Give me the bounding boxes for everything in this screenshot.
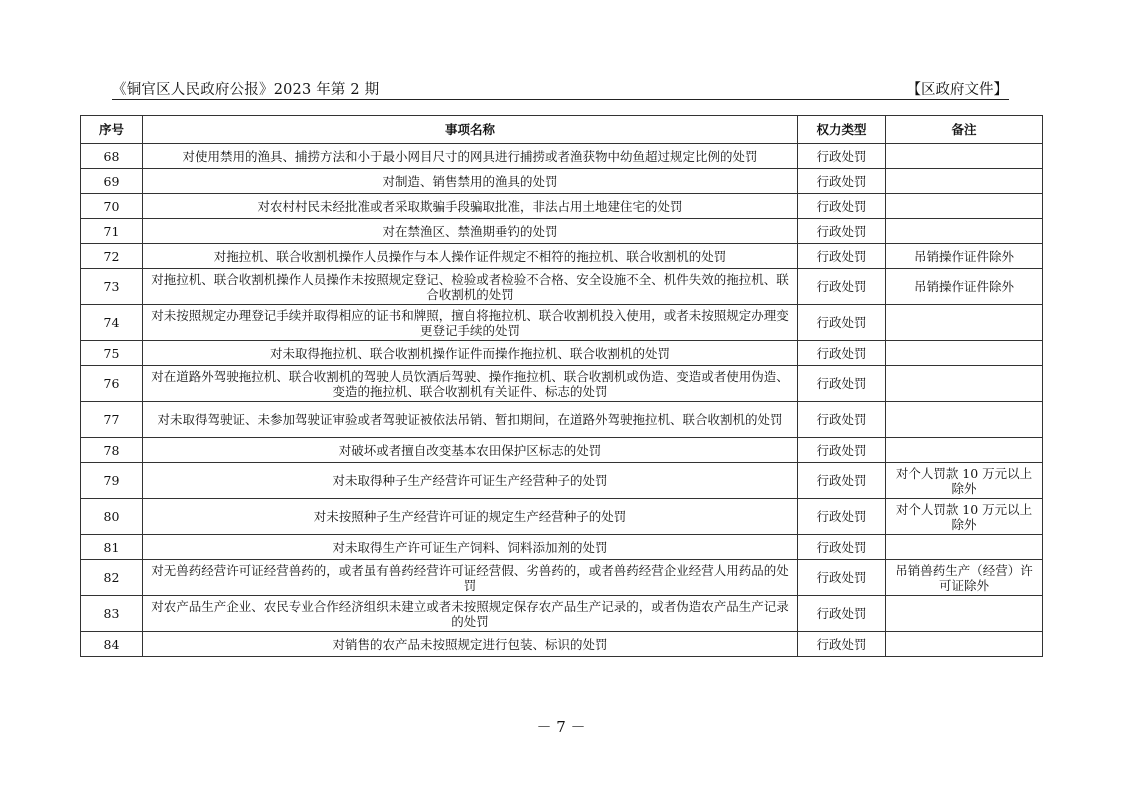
- row-number: 81: [81, 535, 143, 560]
- item-name: 对在道路外驾驶拖拉机、联合收割机的驾驶人员饮酒后驾驶、操作拖拉机、联合收割机或伪造、变造或者使用伪造、变造的拖拉机、联合收割机有关证件、标志的处罚: [143, 366, 798, 402]
- power-type: 行政处罚: [798, 269, 886, 305]
- item-name: 对破坏或者擅自改变基本农田保护区标志的处罚: [143, 438, 798, 463]
- item-name: 对销售的农产品未按照规定进行包装、标识的处罚: [143, 632, 798, 657]
- table-row: [81, 194, 1043, 219]
- table-row: [81, 169, 1043, 194]
- row-number: 71: [81, 219, 143, 244]
- item-name: 对拖拉机、联合收割机操作人员操作与本人操作证件规定不相符的拖拉机、联合收割机的处罚: [143, 244, 798, 269]
- note: [886, 402, 1043, 438]
- power-type: 行政处罚: [798, 463, 886, 499]
- note: [886, 596, 1043, 632]
- row-number: 78: [81, 438, 143, 463]
- note: [886, 341, 1043, 366]
- table-row: [81, 402, 1043, 438]
- power-type: 行政处罚: [798, 499, 886, 535]
- table-row: [81, 219, 1043, 244]
- table-row: [81, 596, 1043, 632]
- note: [886, 194, 1043, 219]
- item-name: 对拖拉机、联合收割机操作人员操作未按照规定登记、检验或者检验不合格、安全设施不全、机件失效的拖拉机、联合收割机的处罚: [143, 269, 798, 305]
- item-name: 对使用禁用的渔具、捕捞方法和小于最小网目尺寸的网具进行捕捞或者渔获物中幼鱼超过规定比例的处罚: [143, 144, 798, 169]
- table-row: [81, 305, 1043, 341]
- note: [886, 219, 1043, 244]
- power-type: 行政处罚: [798, 219, 886, 244]
- power-type: 行政处罚: [798, 144, 886, 169]
- table-row: [81, 438, 1043, 463]
- power-type: 行政处罚: [798, 438, 886, 463]
- column-header-type: 权力类型: [798, 116, 886, 144]
- row-number: 74: [81, 305, 143, 341]
- column-header-name: 事项名称: [143, 116, 798, 144]
- section-header: 【区政府文件】: [906, 82, 1008, 98]
- table-row: [81, 463, 1043, 499]
- note: 吊销操作证件除外: [886, 269, 1043, 305]
- table-row: [81, 632, 1043, 657]
- item-name: 对在禁渔区、禁渔期垂钓的处罚: [143, 219, 798, 244]
- item-name: 对农产品生产企业、农民专业合作经济组织未建立或者未按照规定保存农产品生产记录的，或者伪造农产品生产记录的处罚: [143, 596, 798, 632]
- row-number: 82: [81, 560, 143, 596]
- item-name: 对未取得生产许可证生产饲料、饲料添加剂的处罚: [143, 535, 798, 560]
- note: [886, 632, 1043, 657]
- note: 吊销操作证件除外: [886, 244, 1043, 269]
- power-type: 行政处罚: [798, 244, 886, 269]
- power-type: 行政处罚: [798, 305, 886, 341]
- row-number: 69: [81, 169, 143, 194]
- row-number: 75: [81, 341, 143, 366]
- row-number: 73: [81, 269, 143, 305]
- note: [886, 438, 1043, 463]
- power-type: 行政处罚: [798, 194, 886, 219]
- table-row: [81, 366, 1043, 402]
- power-type: 行政处罚: [798, 341, 886, 366]
- note: [886, 305, 1043, 341]
- table-row: [81, 499, 1043, 535]
- power-type: 行政处罚: [798, 560, 886, 596]
- row-number: 79: [81, 463, 143, 499]
- power-type: 行政处罚: [798, 535, 886, 560]
- publication-header: 《铜官区人民政府公报》2023 年第 2 期: [112, 82, 380, 98]
- power-type: 行政处罚: [798, 596, 886, 632]
- note: [886, 535, 1043, 560]
- row-number: 84: [81, 632, 143, 657]
- row-number: 77: [81, 402, 143, 438]
- header-rule: [112, 99, 1009, 100]
- row-number: 68: [81, 144, 143, 169]
- item-name: 对未按照规定办理登记手续并取得相应的证书和牌照，擅自将拖拉机、联合收割机投入使用，或者未按照规定办理变更登记手续的处罚: [143, 305, 798, 341]
- note: 对个人罚款 10 万元以上除外: [886, 499, 1043, 535]
- table-row: [81, 535, 1043, 560]
- power-type: 行政处罚: [798, 402, 886, 438]
- table-row: [81, 244, 1043, 269]
- row-number: 83: [81, 596, 143, 632]
- page-number: － 7 －: [536, 718, 586, 736]
- item-name: 对未取得种子生产经营许可证生产经营种子的处罚: [143, 463, 798, 499]
- row-number: 80: [81, 499, 143, 535]
- table-row: [81, 269, 1043, 305]
- column-header-note: 备注: [886, 116, 1043, 144]
- table-row: [81, 144, 1043, 169]
- item-name: 对未按照种子生产经营许可证的规定生产经营种子的处罚: [143, 499, 798, 535]
- row-number: 72: [81, 244, 143, 269]
- power-type: 行政处罚: [798, 169, 886, 194]
- item-name: 对未取得拖拉机、联合收割机操作证件而操作拖拉机、联合收割机的处罚: [143, 341, 798, 366]
- item-name: 对农村村民未经批准或者采取欺骗手段骗取批准，非法占用土地建住宅的处罚: [143, 194, 798, 219]
- note: [886, 144, 1043, 169]
- power-list-table: [80, 115, 1043, 657]
- note: [886, 169, 1043, 194]
- table-row: [81, 560, 1043, 596]
- table-row: [81, 341, 1043, 366]
- column-header-no: 序号: [81, 116, 143, 144]
- note: 吊销兽药生产（经营）许可证除外: [886, 560, 1043, 596]
- table-header-row: [81, 116, 1043, 144]
- power-type: 行政处罚: [798, 366, 886, 402]
- note: 对个人罚款 10 万元以上除外: [886, 463, 1043, 499]
- item-name: 对制造、销售禁用的渔具的处罚: [143, 169, 798, 194]
- row-number: 76: [81, 366, 143, 402]
- item-name: 对无兽药经营许可证经营兽药的，或者虽有兽药经营许可证经营假、劣兽药的，或者兽药经营企业经营人用药品的处罚: [143, 560, 798, 596]
- item-name: 对未取得驾驶证、未参加驾驶证审验或者驾驶证被依法吊销、暂扣期间，在道路外驾驶拖拉机、联合收割机的处罚: [143, 402, 798, 438]
- power-type: 行政处罚: [798, 632, 886, 657]
- note: [886, 366, 1043, 402]
- row-number: 70: [81, 194, 143, 219]
